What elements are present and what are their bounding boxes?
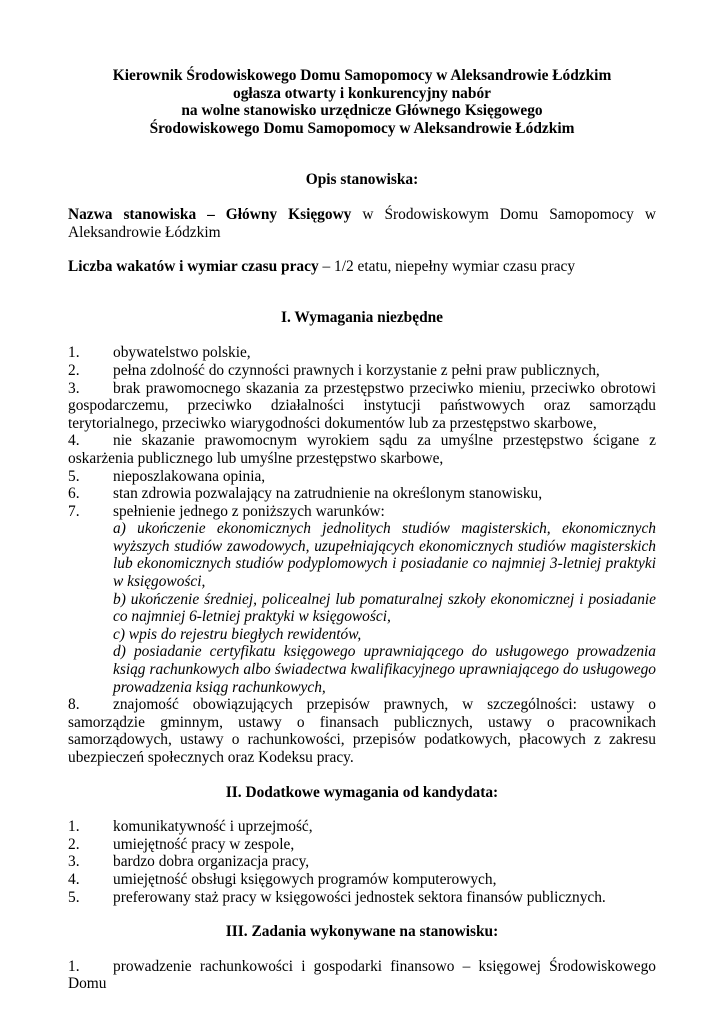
item-text: preferowany staż pracy w księgowości jednostek sektora finansów publicznych.: [113, 888, 606, 906]
list-item: [68, 485, 656, 503]
item-text: znajomość obowiązujących przepisów prawnych, w szczególności: ustawy o samorządzie gminnym, ustawy o finansach publicznych, ustawy o pracownikach samorządowych, ustawy o rachunkowości, przepisów podatkowych, płacowych z zakresu ubezpieczeń społecznych oraz Kodeksu pracy.: [68, 696, 656, 766]
condition-d: d) posiadanie certyfikatu księgowego uprawniającego do usługowego prowadzenia ksiąg rachunkowych albo świadectwa kwalifikacyjnego uprawniającego do usługowego prowadzenia ksiąg rachunkowych,: [113, 643, 656, 696]
position-name-paragraph: [68, 206, 656, 241]
item-text: nieposzlakowana opinia,: [113, 467, 266, 485]
list-item: [68, 432, 656, 467]
section2-heading: II. Dodatkowe wymagania od kandydata:: [225, 783, 499, 801]
description-heading: Opis stanowiska:: [305, 171, 419, 189]
item-text: nie skazanie prawomocnym wyrokiem sądu za umyślne przestępstwo ścigane z oskarżenia publicznego lub umyślne przestępstwo skarbowe,: [68, 432, 656, 467]
item-number: 5.: [68, 888, 80, 906]
list-item: [68, 362, 656, 380]
section2-list: [68, 818, 656, 906]
item-number: 2.: [68, 835, 80, 853]
condition-a: a) ukończenie ekonomicznych jednolitych studiów magisterskich, ekonomicznych wyższych studiów zawodowych, uzupełniających ekonomicznych studiów magisterskich lub ekonomicznych studiów podyplomowych i posiadanie co najmniej 3-letniej praktyki w księgowości,: [113, 520, 656, 591]
item-number: 6.: [68, 485, 80, 503]
item-number: 1.: [68, 818, 80, 836]
item-text: pełna zdolność do czynności prawnych i korzystanie z pełni praw publicznych,: [113, 361, 600, 379]
title-line: ogłasza otwarty i konkurencyjny nabór: [233, 84, 491, 102]
item-text: spełnienie jednego z poniższych warunków:: [113, 502, 385, 520]
list-item: [68, 696, 656, 766]
section1-heading: I. Wymagania niezbędne: [280, 308, 444, 326]
item-text: umiejętność obsługi księgowych programów komputerowych,: [113, 870, 497, 888]
title-line: Kierownik Środowiskowego Domu Samopomocy w Aleksandrowie Łódzkim: [112, 67, 612, 84]
item-number: 3.: [68, 379, 80, 397]
list-item: [68, 853, 656, 871]
item-number: 4.: [68, 432, 80, 450]
document-page: [68, 67, 656, 993]
conditions-sublist: [113, 520, 656, 696]
list-item: [68, 871, 656, 889]
position-text: w Środowiskowym Domu Samopomocy w Aleksandrowie Łódzkim: [68, 205, 656, 241]
item-text: obywatelstwo polskie,: [113, 344, 251, 362]
list-item: [68, 468, 656, 486]
list-item: [68, 836, 656, 854]
list-item: [68, 818, 656, 836]
item-number: 4.: [68, 870, 80, 888]
announcement-title: [68, 67, 656, 137]
list-item: [68, 344, 656, 362]
section3-heading: III. Zadania wykonywane na stanowisku:: [225, 923, 499, 941]
item-number: 2.: [68, 361, 80, 379]
item-text: komunikatywność i uprzejmość,: [113, 818, 313, 836]
list-item: [68, 958, 656, 993]
item-number: 1.: [68, 957, 80, 975]
vacancies-paragraph: [68, 258, 656, 276]
condition-b: b) ukończenie średniej, policealnej lub pomaturalnej szkoły ekonomicznej i posiadanie co najmniej 6-letniej praktyki w księgowości,: [113, 590, 656, 626]
item-text: bardzo dobra organizacja pracy,: [113, 853, 310, 871]
item-text: prowadzenie rachunkowości i gospodarki finansowo – księgowej Środowiskowego Domu: [68, 957, 656, 993]
list-item: [68, 889, 656, 907]
item-number: 5.: [68, 467, 80, 485]
item-text: stan zdrowia pozwalający na zatrudnienie na określonym stanowisku,: [113, 485, 543, 503]
vacancies-label: Liczba wakatów i wymiar czasu pracy: [68, 258, 319, 276]
section3-list: [68, 958, 656, 993]
item-number: 8.: [68, 696, 80, 714]
item-text: brak prawomocnego skazania za przestępstwo przeciwko mieniu, przeciwko obrotowi gospodarczemu, przeciwko działalności instytucji państwowych oraz samorządu terytorialnego, przeciwko wiarygodności dokumentów lub za przestępstwo skarbowe,: [68, 379, 656, 432]
section1-list: [68, 344, 656, 766]
vacancies-text: – 1/2 etatu, niepełny wymiar czasu pracy: [318, 258, 576, 276]
list-item: [68, 380, 656, 433]
item-number: 3.: [68, 853, 80, 871]
list-item: [68, 503, 656, 521]
item-number: 1.: [68, 344, 80, 362]
title-line: na wolne stanowisko urzędnicze Głównego Księgowego: [181, 102, 543, 120]
title-line: Środowiskowego Domu Samopomocy w Aleksandrowie Łódzkim: [149, 119, 575, 137]
item-number: 7.: [68, 502, 80, 520]
item-text: umiejętność pracy w zespole,: [113, 835, 295, 853]
position-label: Nazwa stanowiska – Główny Księgowy: [68, 205, 352, 223]
condition-c: c) wpis do rejestru biegłych rewidentów,: [113, 625, 362, 643]
